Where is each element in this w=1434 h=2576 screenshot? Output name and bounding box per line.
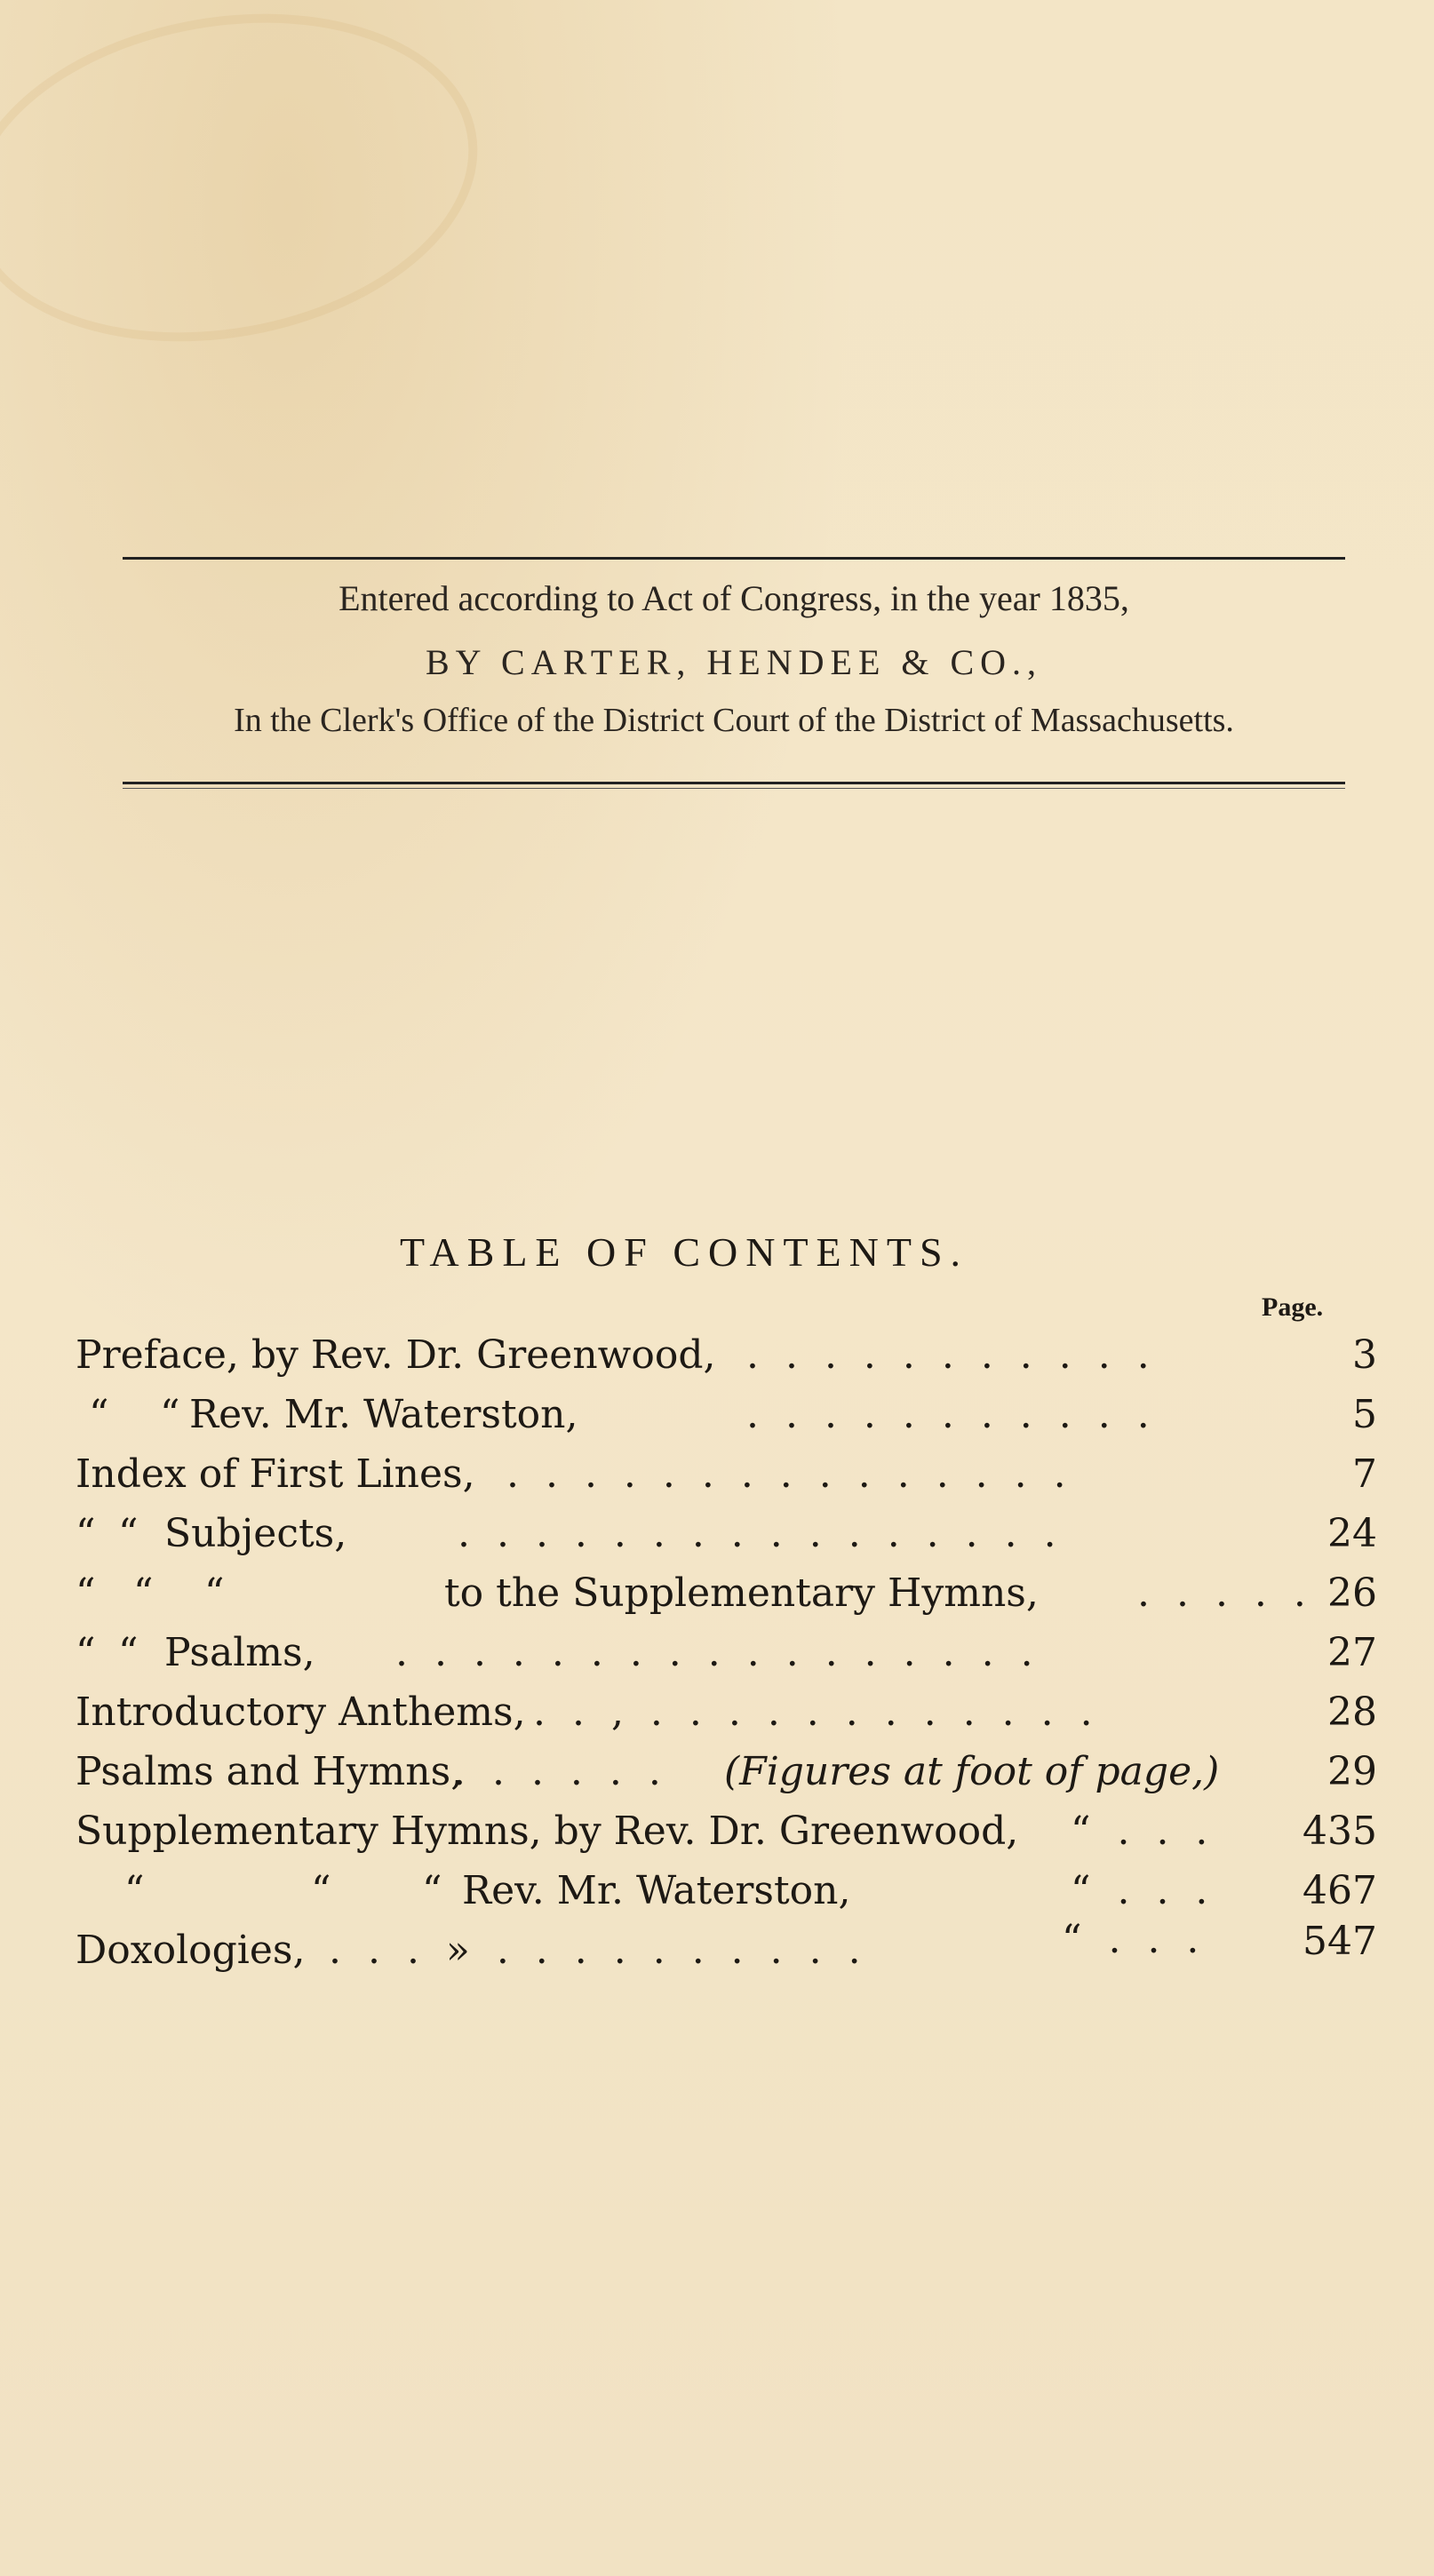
toc-entry-label: Supplementary Hymns, by Rev. Dr. Greenwood,	[76, 1809, 1019, 1854]
toc-entry-label: Rev. Mr. Waterston,	[462, 1868, 851, 1913]
toc-entry-label: Doxologies,	[76, 1928, 306, 1973]
toc-entry	[76, 1630, 1377, 1683]
toc-entry-dots: . . . . . . . . . . .	[746, 1392, 1157, 1437]
ditto-mark: “	[311, 1868, 331, 1913]
toc-entry-dots: . . . » . . . . . . . . . .	[329, 1928, 868, 1973]
toc-entry-dots: . . . . . . . . . . . . . . .	[506, 1451, 1073, 1497]
ditto-mark: “	[76, 1630, 96, 1675]
toc-entry-page: 27	[1327, 1630, 1377, 1675]
toc-entry	[76, 1868, 1377, 1921]
toc-entry-label: to the Supplementary Hymns,	[444, 1570, 1039, 1616]
toc-entry-page: 435	[1303, 1809, 1377, 1854]
toc-entry-page: 5	[1352, 1392, 1377, 1437]
toc-entry-label: Rev. Mr. Waterston,	[189, 1392, 578, 1437]
toc-entry	[76, 1392, 1377, 1445]
toc-entry	[76, 1809, 1377, 1862]
page-column-header: Page.	[1262, 1292, 1324, 1322]
toc-entry	[76, 1570, 1377, 1624]
toc-entry-page: 3	[1352, 1332, 1377, 1378]
ditto-mark: “	[76, 1570, 96, 1616]
top-rule	[123, 557, 1345, 560]
toc-entry-dots: . . . . . . . . . . . . . . . .	[458, 1511, 1064, 1556]
toc-entry	[76, 1332, 1377, 1386]
toc-entry-page: 467	[1303, 1868, 1377, 1913]
toc-entry	[76, 1917, 1377, 1981]
bottom-rule	[123, 782, 1345, 784]
toc-entry-label: Introductory Anthems,	[76, 1690, 526, 1735]
toc-entry	[76, 1451, 1377, 1505]
ditto-mark: “	[422, 1868, 442, 1913]
toc-entry-page: 547	[1303, 1919, 1377, 1964]
toc-entry-label: Preface, by Rev. Dr. Greenwood,	[76, 1332, 716, 1378]
toc-entry-note: (Figures at foot of page,)	[724, 1749, 1220, 1794]
toc-entry	[76, 1511, 1377, 1564]
toc-entry-dots: “ . . .	[1062, 1917, 1207, 1962]
toc-entry-label: Psalms,	[164, 1630, 315, 1675]
toc-entry-dots: . . . . .	[1137, 1570, 1313, 1616]
toc-entry	[76, 1749, 1377, 1802]
toc-entry-label: Subjects,	[164, 1511, 347, 1556]
copyright-publisher: BY CARTER, HENDEE & CO.,	[425, 642, 1043, 682]
toc-entry-page: 24	[1327, 1511, 1377, 1556]
toc-entry-label: Psalms and Hymns,	[76, 1749, 464, 1794]
toc-entry-page: 26	[1327, 1570, 1377, 1616]
ditto-mark: “	[89, 1392, 109, 1437]
toc-entry-dots: “ . . .	[1071, 1868, 1215, 1913]
toc-entry-label: Index of First Lines,	[76, 1451, 475, 1497]
copyright-office: In the Clerk's Office of the District Court of the District of Massachusetts.	[234, 702, 1234, 739]
faded-library-stamp	[0, 0, 504, 380]
toc-entry	[76, 1690, 1377, 1743]
bottom-rule-thin	[123, 788, 1345, 789]
toc-entry-dots: . . . . . . . . . . .	[746, 1332, 1157, 1378]
ditto-mark: “	[204, 1570, 225, 1616]
ditto-mark: “	[124, 1868, 145, 1913]
ditto-mark: “	[160, 1392, 180, 1437]
toc-entry-dots: . . , . . . . . . . . . . . .	[533, 1690, 1100, 1735]
ditto-mark: “	[118, 1630, 139, 1675]
ditto-mark: “	[76, 1511, 96, 1556]
toc-entry-dots: . . . . . . . . . . . . . . . . .	[395, 1630, 1040, 1675]
toc-entry-dots: “ . . .	[1071, 1809, 1215, 1854]
toc-title: TABLE OF CONTENTS.	[400, 1229, 969, 1275]
toc-entry-page: 28	[1327, 1690, 1377, 1735]
toc-entry-dots: . . . . . .	[453, 1749, 668, 1794]
copyright-line-1: Entered according to Act of Congress, in the year 1835,	[339, 578, 1129, 618]
toc-entry-page: 7	[1352, 1451, 1377, 1497]
ditto-mark: “	[133, 1570, 154, 1616]
ditto-mark: “	[118, 1511, 139, 1556]
toc-entry-page: 29	[1327, 1749, 1377, 1794]
